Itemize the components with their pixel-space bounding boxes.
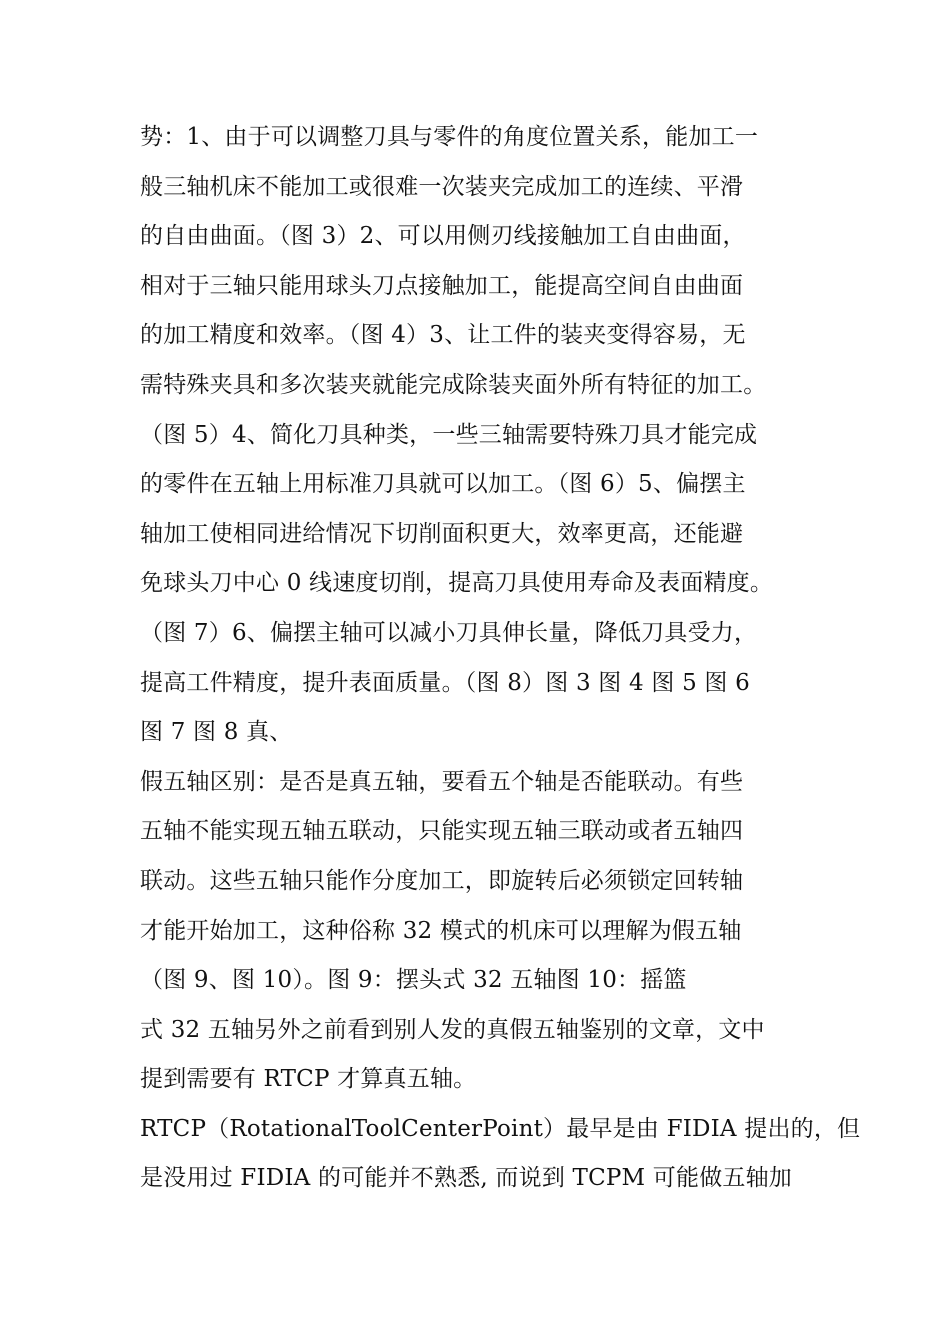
body-text (140, 113, 861, 1204)
text-line: 式 32 五轴另外之前看到别人发的真假五轴鉴别的文章，文中 (140, 1016, 765, 1043)
text-line: 才能开始加工，这种俗称 32 模式的机床可以理解为假五轴 (140, 917, 742, 944)
text-line: 假五轴区别：是否是真五轴，要看五个轴是否能联动。有些 (140, 768, 744, 795)
text-line: 需特殊夹具和多次装夹就能完成除装夹面外所有特征的加工。 (140, 371, 767, 398)
text-line: 五轴不能实现五轴五联动，只能实现五轴三联动或者五轴四 (140, 818, 744, 845)
text-line: 提高工件精度，提升表面质量。（图 8）图 3 图 4 图 5 图 6 (140, 669, 750, 696)
text-line: 的零件在五轴上用标准刀具就可以加工。（图 6）5、偏摆主 (140, 471, 746, 498)
text-line: 的加工精度和效率。（图 4）3、让工件的装夹变得容易，无 (140, 322, 746, 349)
text-line: 般三轴机床不能加工或很难一次装夹完成加工的连续、平滑 (140, 173, 744, 200)
text-line: 势：1、由于可以调整刀具与零件的角度位置关系，能加工一 (140, 124, 759, 150)
text-line: 图 7 图 8 真、 (140, 719, 293, 746)
text-line: 轴加工使相同进给情况下切削面积更大，效率更高，还能避 (140, 520, 744, 547)
text-line: 的自由曲面。（图 3）2、可以用侧刃线接触加工自由曲面， (140, 223, 746, 250)
text-line: 免球头刀中心 0 线速度切削，提高刀具使用寿命及表面精度。 (140, 570, 774, 597)
text-line: RTCP（RotationalToolCenterPoint）最早是由 FIDIA 提出的，但 (140, 1115, 861, 1142)
text-line: 是没用过 FIDIA 的可能并不熟悉, 而说到 TCPM 可能做五轴加 (140, 1165, 793, 1192)
text-line: 提到需要有 RTCP 才算真五轴。 (140, 1066, 477, 1093)
text-line: （图 7）6、偏摆主轴可以减小刀具伸长量，降低刀具受力， (140, 619, 758, 646)
text-line: （图 5）4、简化刀具种类，一些三轴需要特殊刀具才能完成 (140, 421, 758, 448)
text-line: （图 9、图 10）。图 9：摆头式 32 五轴图 10：摇篮 (140, 967, 687, 994)
text-line: 相对于三轴只能用球头刀点接触加工，能提高空间自由曲面 (140, 272, 744, 299)
text-line: 联动。这些五轴只能作分度加工，即旋转后必须锁定回转轴 (140, 867, 744, 894)
